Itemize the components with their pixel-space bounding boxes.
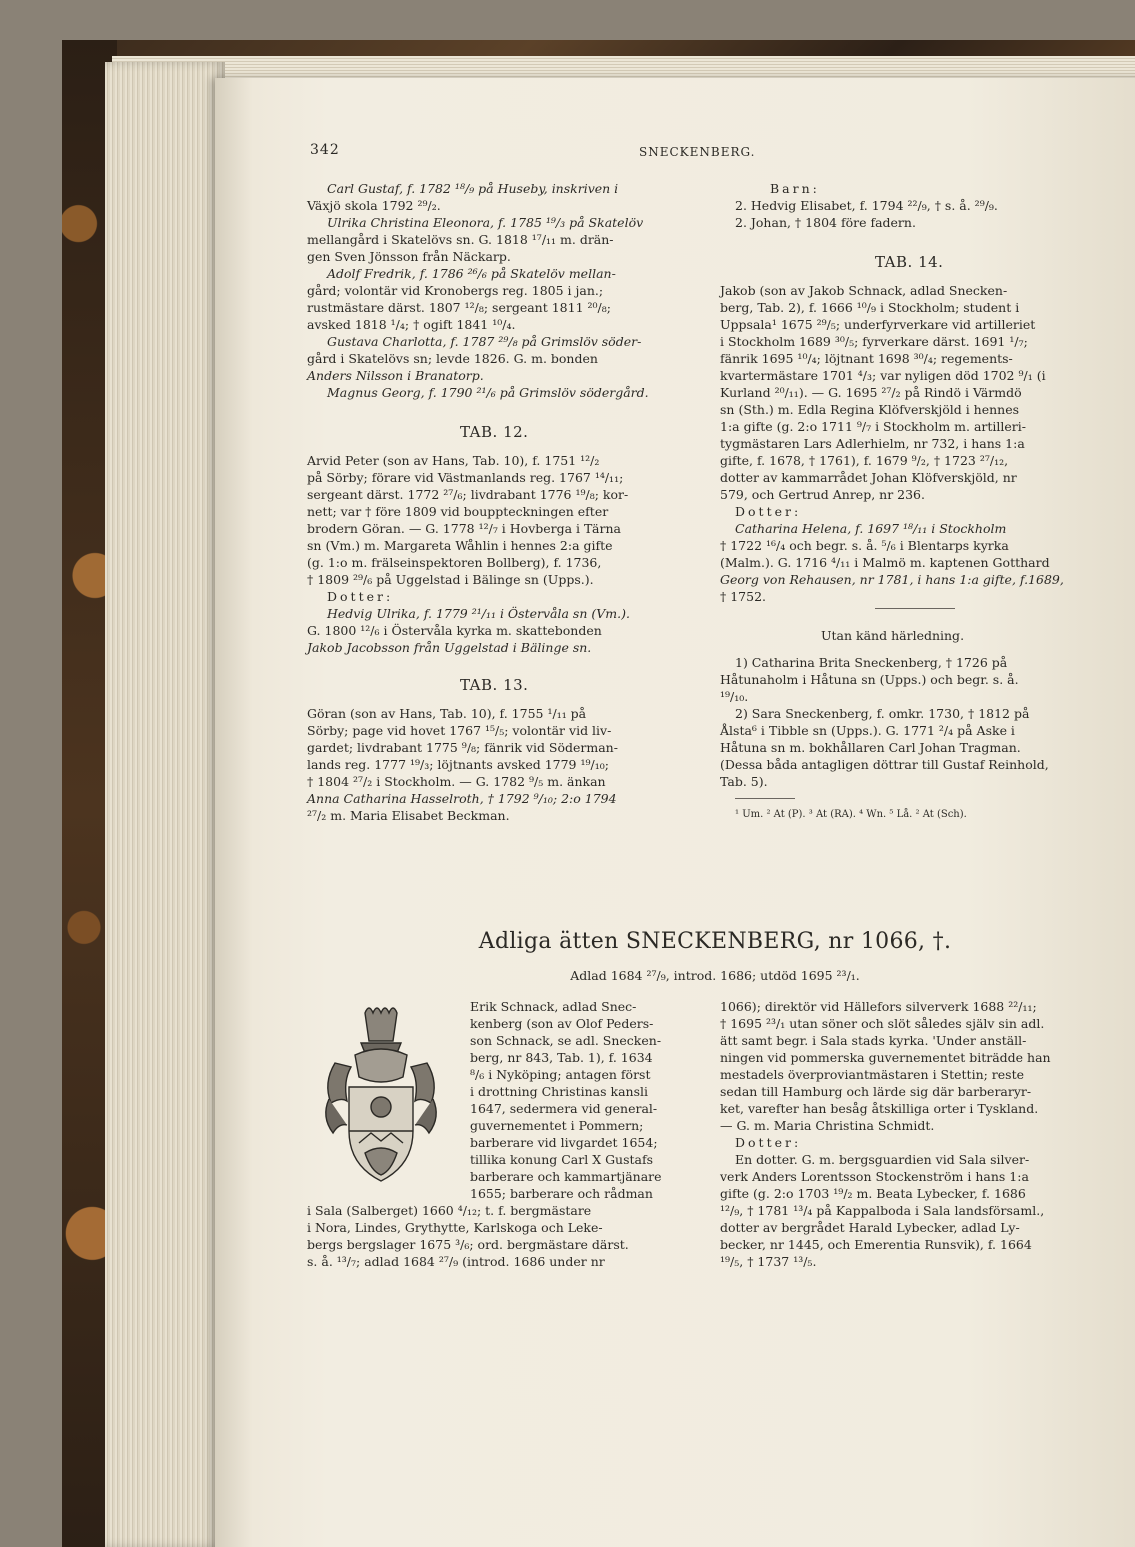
text-line: Georg von Rehausen, nr 1781, i hans 1:a gifte, f.1689,: [720, 572, 1064, 587]
running-title: SNECKENBERG.: [639, 145, 756, 159]
footnote-divider: [735, 798, 795, 799]
text-line: Anders Nilsson i Branatorp.: [307, 368, 484, 383]
text-line: † 1752.: [720, 589, 767, 604]
text-line: lands reg. 1777 ¹⁹/₃; löjtnants avsked 1779 ¹⁹/₁₀;: [307, 757, 609, 772]
text-line: Kurland ²⁰/₁₁). — G. 1695 ²⁷/₂ på Rindö i Värmdö: [720, 385, 1022, 400]
text-line: berg, Tab. 2), f. 1666 ¹⁰/₉ i Stockholm; student i: [720, 300, 1020, 315]
text-line: ätt samt begr. i Sala stads kyrka. 'Under anställ-: [720, 1033, 1027, 1048]
text-line: 1) Catharina Brita Sneckenberg, † 1726 på: [735, 655, 1008, 670]
text-line: guvernementet i Pommern;: [470, 1118, 644, 1133]
text-line: Hedvig Ulrika, f. 1779 ²¹/₁₁ i Östervåla sn (Vm.).: [327, 606, 630, 621]
section-label: Dotter:: [735, 1135, 802, 1150]
tab-heading: TAB. 14.: [875, 253, 944, 271]
family-title: Adliga ätten SNECKENBERG, nr 1066, †.: [478, 929, 952, 954]
text-line: G. 1800 ¹²/₆ i Östervåla kyrka m. skattebonden: [307, 623, 602, 638]
text-line: 1:a gifte (g. 2:o 1711 ⁹/₇ i Stockholm m. artilleri-: [720, 419, 1026, 434]
text-line: kenberg (son av Olof Peders-: [470, 1016, 654, 1031]
text-line: En dotter. G. m. bergsguardien vid Sala silver-: [735, 1152, 1030, 1167]
text-line: gen Sven Jönsson från Näckarp.: [307, 249, 511, 264]
text-line: Magnus Georg, f. 1790 ²¹/₆ på Grimslöv södergård.: [327, 385, 649, 400]
text-line: Adolf Fredrik, f. 1786 ²⁶/₆ på Skatelöv mellan-: [327, 266, 616, 281]
text-line: verk Anders Lorentsson Stockenström i hans 1:a: [720, 1169, 1029, 1184]
text-line: ¹⁹/₅, † 1737 ¹³/₅.: [720, 1254, 817, 1269]
text-line: 579, och Gertrud Anrep, nr 236.: [720, 487, 925, 502]
text-line: i Stockholm 1689 ³⁰/₅; fyrverkare därst. 1691 ¹/₇;: [720, 334, 1028, 349]
text-line: i drottning Christinas kansli: [470, 1084, 648, 1099]
text-line: barberare vid livgardet 1654;: [470, 1135, 658, 1150]
text-line: sn (Vm.) m. Margareta Wåhlin i hennes 2:a gifte: [307, 538, 613, 553]
text-line: son Schnack, se adl. Snecken-: [470, 1033, 662, 1048]
text-line: Catharina Helena, f. 1697 ¹⁸/₁₁ i Stockholm: [735, 521, 1007, 536]
text-line: 2) Sara Sneckenberg, f. omkr. 1730, † 1812 på: [735, 706, 1030, 721]
text-line: — G. m. Maria Christina Schmidt.: [720, 1118, 935, 1133]
text-line: Gustava Charlotta, f. 1787 ²⁹/₈ på Grimslöv söder-: [327, 334, 642, 349]
text-line: Håtuna sn m. bokhållaren Carl Johan Tragman.: [720, 740, 1021, 755]
text-line: † 1809 ²⁹/₆ på Uggelstad i Bälinge sn (Upps.).: [307, 572, 594, 587]
text-line: Arvid Peter (son av Hans, Tab. 10), f. 1751 ¹²/₂: [307, 453, 600, 468]
coat-of-arms-icon: [315, 1003, 447, 1188]
text-line: sn (Sth.) m. Edla Regina Klöfverskjöld i hennes: [720, 402, 1020, 417]
text-line: gård i Skatelövs sn; levde 1826. G. m. bonden: [307, 351, 598, 366]
text-line: tillika konung Carl X Gustafs: [470, 1152, 654, 1167]
section-label: Dotter:: [735, 504, 802, 519]
text-line: Uppsala¹ 1675 ²⁹/₅; underfyrverkare vid artilleriet: [720, 317, 1036, 332]
text-line: gifte (g. 2:o 1703 ¹⁹/₂ m. Beata Lybecker, f. 1686: [720, 1186, 1026, 1201]
section-label: Dotter:: [327, 589, 394, 604]
text-line: bergs bergslager 1675 ³/₆; ord. bergmästare därst.: [307, 1237, 629, 1252]
family-subtitle: Adlad 1684 ²⁷/₉, introd. 1686; utdöd 1695 ²³/₁.: [570, 968, 860, 983]
text-line: mestadels överproviantmästaren i Stettin; reste: [720, 1067, 1025, 1082]
subheading: Utan känd härledning.: [821, 628, 965, 643]
text-line: avsked 1818 ¹/₄; † ogift 1841 ¹⁰/₄.: [307, 317, 516, 332]
text-line: gifte, f. 1678, † 1761), f. 1679 ⁹/₂, † 1723 ²⁷/₁₂,: [720, 453, 1009, 468]
text-line: Växjö skola 1792 ²⁹/₂.: [307, 198, 441, 213]
text-line: (Malm.). G. 1716 ⁴/₁₁ i Malmö m. kaptenen Gotthard: [720, 555, 1050, 570]
page-side-edges: [105, 62, 225, 1547]
text-line: Ålsta⁶ i Tibble sn (Upps.). G. 1771 ²/₄ på Aske i: [720, 723, 1015, 738]
text-line: 1066); direktör vid Hällefors silververk 1688 ²²/₁₁;: [720, 999, 1037, 1014]
text-line: sedan till Hamburg och lärde sig där barberaryr-: [720, 1084, 1032, 1099]
section-divider: [875, 608, 955, 609]
text-line: dotter av bergrådet Harald Lybecker, adlad Ly-: [720, 1220, 1020, 1235]
text-line: ⁸/₆ i Nyköping; antagen först: [470, 1067, 651, 1082]
text-line: fänrik 1695 ¹⁰/₄; löjtnant 1698 ³⁰/₄; regements-: [720, 351, 1013, 366]
text-line: ket, varefter han besåg åtskilliga orter i Tyskland.: [720, 1101, 1039, 1116]
text-line: becker, nr 1445, och Emerentia Runsvik), f. 1664: [720, 1237, 1032, 1252]
text-line: (g. 1:o m. frälseinspektoren Bollberg), f. 1736,: [307, 555, 602, 570]
text-line: berg, nr 843, Tab. 1), f. 1634: [470, 1050, 653, 1065]
text-line: 1647, sedermera vid general-: [470, 1101, 658, 1116]
text-line: i Sala (Salberget) 1660 ⁴/₁₂; t. f. bergmästare: [307, 1203, 592, 1218]
text-line: Anna Catharina Hasselroth, † 1792 ⁹/₁₀; 2:o 1794: [307, 791, 617, 806]
footnotes: ¹ Um. ² At (P). ³ At (RA). ⁴ Wn. ⁵ Lå. ² At (Sch).: [735, 809, 967, 820]
text-line: ¹²/₉, † 1781 ¹³/₄ på Kappalboda i Sala landsförsaml.,: [720, 1203, 1045, 1218]
text-line: mellangård i Skatelövs sn. G. 1818 ¹⁷/₁₁ m. drän-: [307, 232, 614, 247]
text-line: † 1722 ¹⁶/₄ och begr. s. å. ⁵/₆ i Blentarps kyrka: [720, 538, 1009, 553]
book-page: [215, 78, 1135, 1547]
tab-heading: TAB. 12.: [460, 423, 529, 441]
text-line: barberare och kammartjänare: [470, 1169, 662, 1184]
text-line: brodern Göran. — G. 1778 ¹²/₇ i Hovberga i Tärna: [307, 521, 621, 536]
text-line: rustmästare därst. 1807 ¹²/₈; sergeant 1811 ²⁰/₈;: [307, 300, 611, 315]
text-line: Carl Gustaf, f. 1782 ¹⁸/₉ på Huseby, inskriven i: [327, 181, 619, 196]
text-line: Sörby; page vid hovet 1767 ¹⁵/₅; volontär vid liv-: [307, 723, 612, 738]
text-line: gardet; livdrabant 1775 ⁹/₈; fänrik vid Söderman-: [307, 740, 618, 755]
text-line: Ulrika Christina Eleonora, f. 1785 ¹⁹/₃ på Skatelöv: [327, 215, 644, 230]
text-line: ²⁷/₂ m. Maria Elisabet Beckman.: [307, 808, 510, 823]
text-line: 2. Hedvig Elisabet, f. 1794 ²²/₉, † s. å. ²⁹/₉.: [735, 198, 998, 213]
text-line: Erik Schnack, adlad Snec-: [470, 999, 637, 1014]
tab-heading: TAB. 13.: [460, 676, 529, 694]
page-number: 342: [310, 142, 340, 158]
text-line: dotter av kammarrådet Johan Klöfverskjöld, nr: [720, 470, 1017, 485]
text-line: gård; volontär vid Kronobergs reg. 1805 i jan.;: [307, 283, 604, 298]
text-line: Jakob (son av Jakob Schnack, adlad Snecken-: [720, 283, 1008, 298]
text-line: på Sörby; förare vid Västmanlands reg. 1767 ¹⁴/₁₁;: [307, 470, 624, 485]
text-line: kvartermästare 1701 ⁴/₃; var nyligen död 1702 ⁹/₁ (i: [720, 368, 1046, 383]
text-line: Håtunaholm i Håtuna sn (Upps.) och begr. s. å.: [720, 672, 1019, 687]
text-line: Jakob Jacobsson från Uggelstad i Bälinge sn.: [307, 640, 592, 655]
text-line: tygmästaren Lars Adlerhielm, nr 732, i hans 1:a: [720, 436, 1025, 451]
text-line: ningen vid pommerska guvernementet biträdde han: [720, 1050, 1051, 1065]
text-line: sergeant därst. 1772 ²⁷/₆; livdrabant 1776 ¹⁹/₈; kor-: [307, 487, 629, 502]
text-line: † 1695 ²³/₁ utan söner och slöt således själv sin adl.: [720, 1016, 1045, 1031]
section-label: Barn:: [770, 181, 820, 196]
text-line: † 1804 ²⁷/₂ i Stockholm. — G. 1782 ⁹/₅ m. änkan: [307, 774, 606, 789]
text-line: 1655; barberare och rådman: [470, 1186, 653, 1201]
text-line: Tab. 5).: [720, 774, 768, 789]
text-line: nett; var † före 1809 vid bouppteckningen efter: [307, 504, 609, 519]
text-line: Göran (son av Hans, Tab. 10), f. 1755 ¹/₁₁ på: [307, 706, 587, 721]
text-line: i Nora, Lindes, Grythytte, Karlskoga och Leke-: [307, 1220, 603, 1235]
text-line: s. å. ¹³/₇; adlad 1684 ²⁷/₉ (introd. 1686 under nr: [307, 1254, 605, 1269]
text-line: 2. Johan, † 1804 före fadern.: [735, 215, 916, 230]
text-line: (Dessa båda antagligen döttrar till Gustaf Reinhold,: [720, 757, 1049, 772]
text-line: ¹⁹/₁₀.: [720, 689, 749, 704]
